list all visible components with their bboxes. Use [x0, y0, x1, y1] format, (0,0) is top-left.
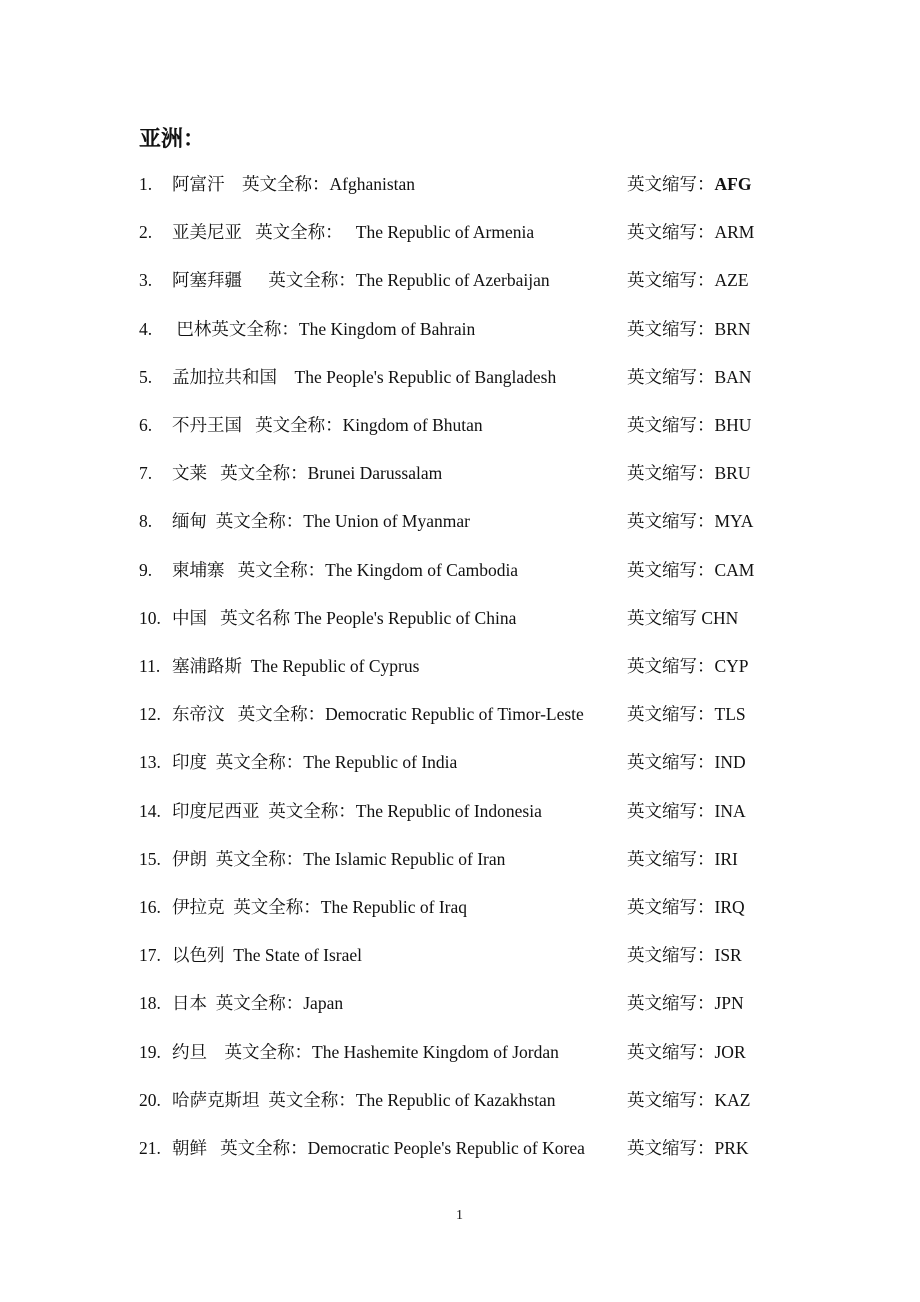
abbreviation-code: AFG: [714, 174, 752, 194]
list-item: [0, 990, 920, 1016]
abbreviation-code: TLS: [714, 704, 746, 725]
country-name: 伊拉克 英文全称：The Republic of Iraq: [172, 897, 468, 917]
abbreviation-label: 英文缩写：: [627, 415, 715, 435]
abbreviation-code: IRI: [714, 848, 738, 869]
country-name: 东帝汶 英文全称：Democratic Republic of Timor-Leste: [172, 704, 584, 725]
abbreviation: [627, 267, 749, 293]
abbreviation: [627, 653, 749, 679]
abbreviation: [627, 508, 753, 534]
list-item: [0, 894, 920, 920]
abbreviation-label: 英文缩写：: [627, 752, 715, 773]
abbreviation: [627, 1135, 749, 1161]
item-number: 7.: [139, 463, 153, 484]
list-item: [0, 171, 920, 197]
item-number: 2.: [139, 222, 153, 243]
abbreviation-code: CAM: [714, 559, 755, 580]
country-name: 塞浦路斯 The Republic of Cyprus: [172, 656, 420, 676]
abbreviation-label: 英文缩写: [627, 607, 702, 628]
item-number: 17.: [139, 945, 161, 966]
abbreviation-label: 英文缩写：: [627, 463, 715, 484]
item-number: 16.: [139, 897, 161, 917]
list-item: [0, 557, 920, 583]
item-number: 8.: [139, 511, 153, 532]
country-name: 巴林英文全称：The Kingdom of Bahrain: [172, 318, 476, 339]
abbreviation-code: CYP: [714, 656, 749, 676]
list-item: [0, 1135, 920, 1161]
abbreviation: [627, 412, 751, 438]
list-item: [0, 460, 920, 486]
item-number: 6.: [139, 415, 153, 435]
abbreviation-label: 英文缩写：: [627, 270, 715, 291]
country-name: 伊朗 英文全称：The Islamic Republic of Iran: [172, 848, 506, 869]
country-name: 约旦 英文全称：The Hashemite Kingdom of Jordan: [172, 1041, 559, 1062]
abbreviation-label: 英文缩写：: [627, 848, 715, 869]
country-name: 以色列 The State of Israel: [172, 945, 363, 966]
country-name: 中国 英文名称 The People's Republic of China: [172, 607, 517, 628]
abbreviation-label: 英文缩写：: [627, 800, 715, 821]
list-item: [0, 653, 920, 679]
list-item: [0, 942, 920, 968]
abbreviation: [627, 219, 754, 245]
page-number: 1: [456, 1208, 463, 1223]
item-number: 5.: [139, 366, 153, 387]
item-number: 14.: [139, 800, 161, 821]
abbreviation-code: ISR: [714, 945, 742, 966]
country-name: 日本 英文全称：Japan: [172, 993, 344, 1014]
item-number: 9.: [139, 559, 153, 580]
abbreviation-label: 英文缩写：: [627, 222, 715, 243]
abbreviation-code: BAN: [714, 366, 752, 387]
list-item: [0, 508, 920, 534]
abbreviation-label: 英文缩写：: [627, 366, 715, 387]
abbreviation-code: MYA: [714, 511, 754, 532]
country-name: 印度 英文全称：The Republic of India: [172, 752, 458, 773]
abbreviation-code: INA: [714, 800, 746, 821]
abbreviation: [627, 460, 750, 486]
country-name: 不丹王国 英文全称：Kingdom of Bhutan: [172, 415, 483, 435]
item-number: 12.: [139, 704, 161, 725]
abbreviation-code: BRU: [714, 463, 751, 484]
item-number: 1.: [139, 174, 153, 194]
abbreviation-code: IRQ: [714, 897, 745, 917]
item-number: 10.: [139, 607, 161, 628]
item-number: 20.: [139, 1089, 161, 1110]
country-name: 亚美尼亚 英文全称： The Republic of Armenia: [172, 222, 535, 243]
country-name: 阿富汗 英文全称：Afghanistan: [172, 174, 416, 194]
list-item: [0, 219, 920, 245]
list-item: [0, 267, 920, 293]
country-name: 柬埔寨 英文全称：The Kingdom of Cambodia: [172, 559, 519, 580]
abbreviation-label: 英文缩写：: [627, 1041, 715, 1062]
list-item: [0, 1039, 920, 1065]
abbreviation-label: 英文缩写：: [627, 1089, 715, 1110]
abbreviation-label: 英文缩写：: [627, 511, 715, 532]
list-item: [0, 798, 920, 824]
abbreviation: [627, 171, 751, 197]
list-item: [0, 412, 920, 438]
abbreviation: [627, 1039, 746, 1065]
abbreviation-code: PRK: [714, 1138, 749, 1158]
abbreviation: [627, 1087, 750, 1113]
abbreviation-code: ARM: [714, 222, 755, 243]
abbreviation-label: 英文缩写：: [627, 945, 715, 966]
list-item: [0, 605, 920, 631]
abbreviation: [627, 316, 750, 342]
abbreviation: [627, 701, 746, 727]
abbreviation-code: BHU: [714, 415, 752, 435]
abbreviation: [627, 942, 742, 968]
item-number: 4.: [139, 318, 153, 339]
abbreviation-code: AZE: [714, 270, 749, 291]
abbreviation-label: 英文缩写：: [627, 993, 715, 1014]
item-number: 15.: [139, 848, 161, 869]
item-number: 11.: [139, 656, 161, 676]
abbreviation-code: JOR: [714, 1041, 746, 1062]
abbreviation: [627, 364, 751, 390]
country-name: 阿塞拜疆 英文全称：The Republic of Azerbaijan: [172, 270, 550, 291]
abbreviation-code: JPN: [714, 993, 744, 1014]
abbreviation-code: KAZ: [714, 1089, 751, 1110]
abbreviation-label: 英文缩写：: [627, 656, 715, 676]
country-name: 哈萨克斯坦 英文全称：The Republic of Kazakhstan: [172, 1089, 556, 1110]
list-item: [0, 749, 920, 775]
country-name: 孟加拉共和国 The People's Republic of Bangladesh: [172, 366, 557, 387]
item-number: 21.: [139, 1138, 161, 1158]
abbreviation: [627, 894, 745, 920]
abbreviation: [627, 605, 738, 631]
abbreviation: [627, 846, 738, 872]
country-name: 文莱 英文全称：Brunei Darussalam: [172, 463, 443, 484]
list-item: [0, 1087, 920, 1113]
list-item: [0, 364, 920, 390]
item-number: 19.: [139, 1041, 161, 1062]
country-name: 朝鲜 英文全称：Democratic People's Republic of Korea: [172, 1138, 585, 1158]
list-item: [0, 846, 920, 872]
abbreviation-label: 英文缩写：: [627, 318, 715, 339]
abbreviation: [627, 749, 746, 775]
abbreviation-label: 英文缩写：: [627, 897, 715, 917]
abbreviation-code: BRN: [714, 318, 751, 339]
country-name: 印度尼西亚 英文全称：The Republic of Indonesia: [172, 800, 542, 821]
abbreviation-code: CHN: [701, 607, 739, 628]
abbreviation-label: 英文缩写：: [627, 704, 715, 725]
country-name: 缅甸 英文全称：The Union of Myanmar: [172, 511, 470, 532]
item-number: 13.: [139, 752, 161, 773]
list-item: [0, 701, 920, 727]
section-heading: 亚洲：: [139, 126, 206, 151]
list-item: [0, 316, 920, 342]
abbreviation-label: 英文缩写：: [627, 1138, 715, 1158]
abbreviation: [627, 557, 754, 583]
item-number: 3.: [139, 270, 153, 291]
abbreviation-label: 英文缩写：: [627, 559, 715, 580]
abbreviation: [627, 798, 746, 824]
abbreviation-label: 英文缩写：: [627, 174, 715, 194]
item-number: 18.: [139, 993, 161, 1014]
abbreviation-code: IND: [714, 752, 746, 773]
abbreviation: [627, 990, 744, 1016]
